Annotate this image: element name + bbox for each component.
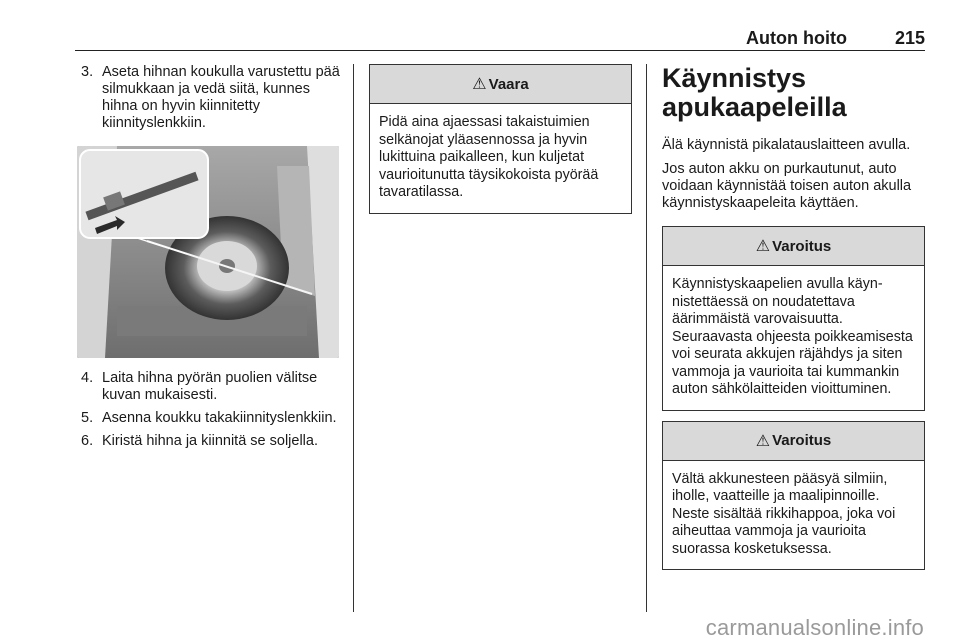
step-text: Kiristä hihna ja kiinnitä se soljella.: [102, 433, 318, 449]
warning-triangle-icon: ⚠: [472, 76, 487, 93]
step-3: [77, 64, 342, 132]
step-text: Laita hihna pyörän puolien välitse kuvan mukaisesti.: [102, 370, 318, 403]
paragraph-1: Älä käynnistä pikalatauslaitteen avulla.: [662, 137, 911, 153]
column-2: [369, 64, 633, 214]
column-divider-left: [353, 64, 354, 612]
warning-triangle-icon: ⚠: [755, 238, 771, 255]
step-5: [77, 410, 342, 427]
watermark-text: carmanualsonline.info: [705, 615, 924, 640]
danger-box: [369, 64, 632, 214]
column-1: [77, 64, 342, 456]
page-number: 215: [894, 28, 925, 48]
step-4: [77, 370, 342, 404]
step-6: [77, 433, 342, 450]
warning-box-1-header: [663, 227, 924, 266]
warning-box-1-body: Käynnistyskaapelien avulla käynnistettäessä on noudatettava äärimmäistä varovaisuutta. Seuraavasta ohjeesta poikkeamisesta voi seurata akkujen räjähdys ja siten vammoja ja vaurioita tai kummankin auton sähkölaitteiden vioittuminen.: [672, 276, 913, 397]
danger-box-title: Vaara: [488, 75, 529, 93]
page-header: [75, 30, 925, 51]
step-number: 6.: [81, 433, 94, 449]
step-number: 4.: [81, 370, 94, 386]
step-number: 5.: [81, 410, 94, 426]
warning-box-2-title: Varoitus: [772, 432, 832, 449]
paragraph-2: Jos auton akku on purkautunut, auto voidaan käynnistää toisen auton akulla käynnistyskaapeleita käyttäen.: [662, 161, 912, 211]
warning-box-2-header: [663, 422, 924, 461]
warning-box-2: [662, 421, 925, 571]
section-title: Käynnistys apukaapeleilla: [662, 63, 847, 122]
warning-box-1: [662, 226, 925, 411]
step-number: 3.: [81, 64, 94, 80]
warning-box-1-title: Varoitus: [772, 237, 832, 255]
danger-box-header: [370, 65, 631, 104]
illustration-svg: [77, 146, 339, 358]
header-title: Auton hoito: [746, 28, 847, 48]
column-divider-right: [646, 64, 647, 612]
danger-box-body: Pidä aina ajaessasi takaistuimien selkänojat yläasennossa ja hyvin lukittuina paikalleen, kun kuljetat vaurioitunutta täysikokoista pyörää tavaratilassa.: [379, 114, 599, 200]
spare-wheel-strap-illustration: [77, 146, 339, 358]
step-text: Asenna koukku takakiinnityslenkkiin.: [102, 410, 337, 426]
step-text: Aseta hihnan koukulla varustettu pää silmukkaan ja vedä siitä, kunnes hihna on hyvin kiinnitetty kiinnityslenkkiin.: [102, 64, 340, 131]
column-3: [662, 64, 926, 570]
warning-box-2-body: Vältä akkunesteen pääsyä silmiin, iholle, vaatteille ja maalipinnoille. Neste sisältää rikkihappoa, joka voi aiheuttaa vammoja ja vaurioita suorassa kosketuksessa.: [672, 470, 896, 557]
warning-triangle-icon: ⚠: [755, 432, 771, 450]
